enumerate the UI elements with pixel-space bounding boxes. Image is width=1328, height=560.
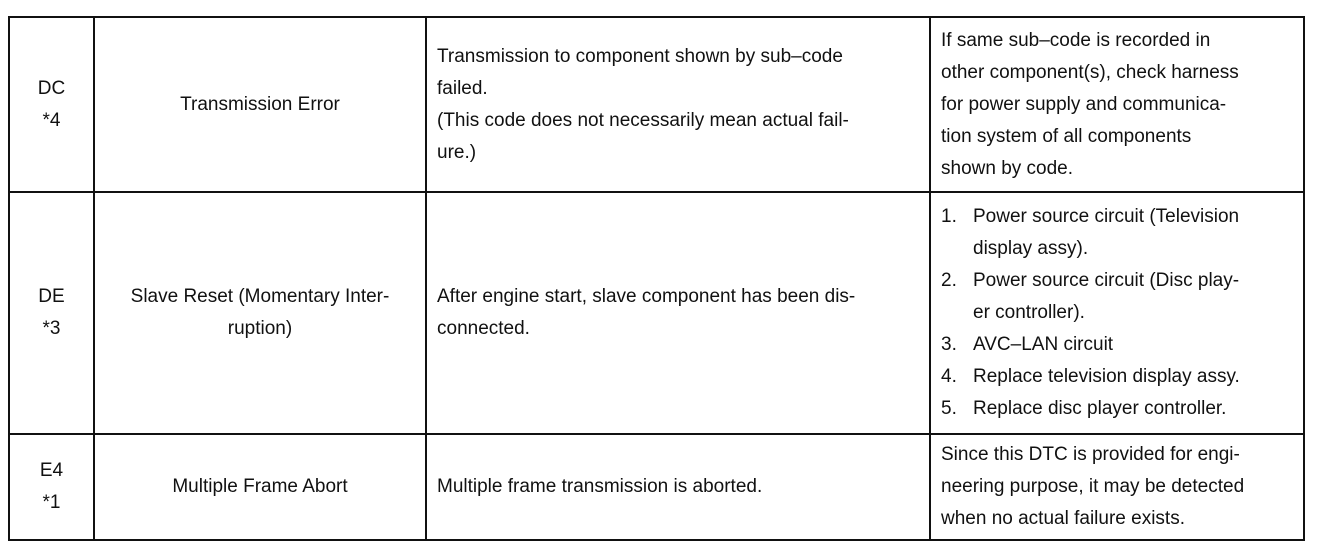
list-item (941, 361, 1293, 393)
step-text: Power source circuit (Television (973, 206, 1240, 227)
dtc-action-cell (930, 192, 1304, 434)
action-line: neering purpose, it may be detected (941, 476, 1245, 497)
table-row (9, 192, 1304, 434)
dtc-name-line: Slave Reset (Momentary Inter- (130, 286, 390, 307)
description-line: connected. (437, 318, 530, 339)
dtc-note: *4 (42, 109, 61, 131)
step-text: er controller). (973, 302, 1085, 323)
dtc-name-cell (94, 17, 426, 192)
dtc-description-cell (426, 434, 930, 540)
dtc-note: *3 (42, 318, 61, 339)
description-line: Transmission to component shown by sub–code (437, 45, 843, 67)
step-number: 2. (941, 270, 957, 291)
step-number: 1. (941, 206, 957, 227)
step-text: Power source circuit (Disc play- (973, 270, 1240, 291)
description-line: failed. (437, 77, 488, 99)
dtc-description-cell (426, 17, 930, 192)
list-item (941, 201, 1293, 265)
action-line: If same sub–code is recorded in (941, 29, 1211, 51)
description-line: Multiple frame transmission is aborted. (437, 476, 763, 497)
action-line: other component(s), check harness (941, 61, 1239, 83)
dtc-name: Multiple Frame Abort (172, 476, 348, 497)
list-item (941, 265, 1293, 329)
action-line: for power supply and communica- (941, 93, 1227, 115)
dtc-action-cell (930, 434, 1304, 540)
dtc-code: DC (37, 77, 66, 99)
description-line: (This code does not necessarily mean actual fail- (437, 109, 849, 131)
step-text: Replace television display assy. (973, 366, 1240, 387)
dtc-name-line: ruption) (227, 318, 293, 339)
dtc-action-cell (930, 17, 1304, 192)
action-line: when no actual failure exists. (941, 508, 1185, 529)
description-line: After engine start, slave component has been dis- (437, 286, 856, 307)
dtc-name-cell (94, 434, 426, 540)
step-number: 4. (941, 366, 957, 387)
dtc-description-cell (426, 192, 930, 434)
dtc-name: Transmission Error (180, 93, 340, 115)
action-line: Since this DTC is provided for engi- (941, 444, 1240, 465)
dtc-code-cell (9, 434, 94, 540)
dtc-table (8, 16, 1305, 541)
step-text: Replace disc player controller. (973, 398, 1227, 419)
step-text: display assy). (973, 238, 1089, 259)
dtc-code-cell (9, 17, 94, 192)
step-number: 5. (941, 398, 957, 419)
list-item (941, 329, 1293, 361)
dtc-name-cell (94, 192, 426, 434)
table-row (9, 17, 1304, 192)
dtc-code: E4 (39, 460, 64, 481)
action-steps-list (941, 201, 1293, 425)
dtc-note: *1 (42, 492, 61, 513)
dtc-code: DE (38, 286, 65, 307)
step-number: 3. (941, 334, 957, 355)
step-text: AVC–LAN circuit (973, 334, 1114, 355)
list-item (941, 393, 1293, 425)
description-line: ure.) (437, 141, 477, 163)
action-line: shown by code. (941, 157, 1074, 179)
action-line: tion system of all components (941, 125, 1192, 147)
dtc-code-cell (9, 192, 94, 434)
table-row (9, 434, 1304, 540)
